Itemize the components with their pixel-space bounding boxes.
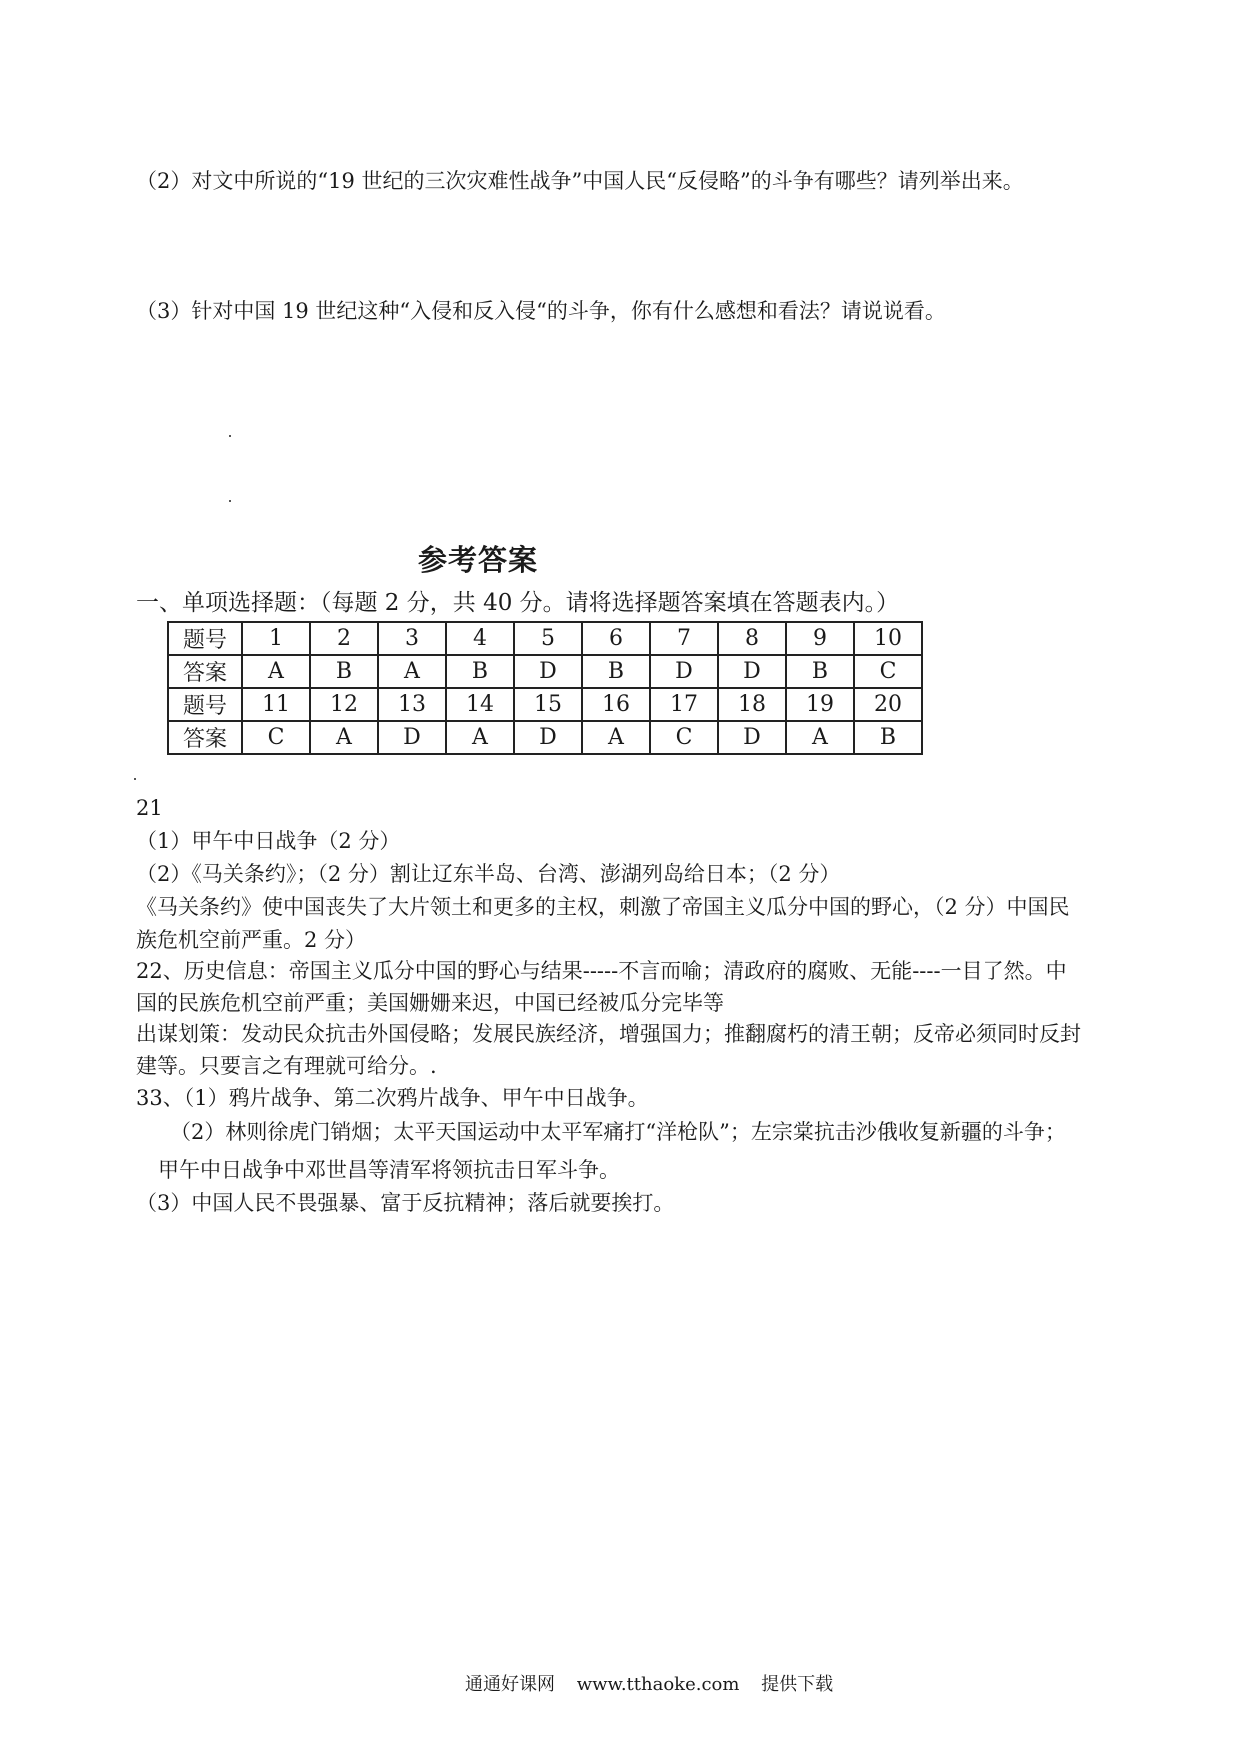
question-3: （3）针对中国 19 世纪这种“入侵和反入侵“的斗争，你有什么感想和看法？请说说看。 (136, 299, 946, 323)
answer-table-row-head: 题号 (168, 688, 242, 721)
answer-table-cell: 3 (378, 622, 446, 655)
answer-line: 《马关条约》使中国丧失了大片领土和更多的主权，刺激了帝国主义瓜分中国的野心，（2 分）中国民 (136, 895, 1070, 919)
answer-table-cell: A (582, 721, 650, 754)
footer (465, 1670, 833, 1696)
answer-line: 甲午中日战争中邓世昌等清军将领抗击日军斗争。 (158, 1158, 620, 1182)
answer-line: 22、历史信息：帝国主义瓜分中国的野心与结果-----不言而喻；清政府的腐败、无能----一目了然。中 (136, 959, 1067, 983)
answer-table-cell: 14 (446, 688, 514, 721)
answer-table-cell: D (514, 655, 582, 688)
answer-table-row (168, 622, 922, 655)
answer-table-cell: C (854, 655, 922, 688)
answer-table-cell: 6 (582, 622, 650, 655)
answer-key-title: 参考答案 (418, 543, 539, 577)
answer-line: 建等。只要言之有理就可给分。. (136, 1054, 437, 1078)
answer-line: （3）中国人民不畏强暴、富于反抗精神；落后就要挨打。 (136, 1191, 675, 1215)
answer-table-cell: 11 (242, 688, 310, 721)
stray-dot (229, 435, 231, 437)
answer-table-cell: D (718, 721, 786, 754)
footer-suffix: 提供下载 (761, 1674, 834, 1695)
question-2: （2）对文中所说的“19 世纪的三次灾难性战争”中国人民“反侵略”的斗争有哪些？请列举出来。 (136, 169, 1024, 193)
answer-table-cell: 1 (242, 622, 310, 655)
answer-table-row (168, 688, 922, 721)
footer-site-name: 通通好课网 (465, 1674, 555, 1695)
answer-table-cell: B (854, 721, 922, 754)
section-heading: 一、单项选择题：（每题 2 分，共 40 分。请将选择题答案填在答题表内。） (136, 590, 900, 616)
answer-table-cell: 10 (854, 622, 922, 655)
answer-line: 族危机空前严重。2 分） (136, 928, 367, 952)
answer-table-cell: A (310, 721, 378, 754)
answer-table-cell: D (378, 721, 446, 754)
stray-dot (229, 500, 231, 502)
answer-table-cell: B (310, 655, 378, 688)
answer-table-cell: 20 (854, 688, 922, 721)
stray-dot (134, 778, 136, 780)
answer-table-row (168, 655, 922, 688)
footer-url: www.tthaoke.com (576, 1674, 740, 1695)
answer-line: （2）林则徐虎门销烟；太平天国运动中太平军痛打“洋枪队”；左宗棠抗击沙俄收复新疆的斗争； (170, 1120, 1066, 1144)
answer-line: （1）甲午中日战争（2 分） (136, 829, 401, 853)
answer-table-row-head: 题号 (168, 622, 242, 655)
answer-table-cell: B (446, 655, 514, 688)
answer-table-cell: 12 (310, 688, 378, 721)
answer-table-cell: A (378, 655, 446, 688)
answer-line: 21 (136, 796, 163, 820)
answer-table-cell: A (446, 721, 514, 754)
answer-table-cell: C (650, 721, 718, 754)
answer-table-cell: D (650, 655, 718, 688)
answer-table-cell: 19 (786, 688, 854, 721)
answer-table-cell: 2 (310, 622, 378, 655)
answer-table-cell: B (582, 655, 650, 688)
answer-line: （2）《马关条约》；（2 分）割让辽东半岛、台湾、澎湖列岛给日本；（2 分） (136, 862, 841, 886)
answer-table-cell: 13 (378, 688, 446, 721)
answer-table-cell: D (718, 655, 786, 688)
answer-table-cell: A (786, 721, 854, 754)
answer-table-cell: B (786, 655, 854, 688)
answer-table-cell: 4 (446, 622, 514, 655)
answer-table-cell: D (514, 721, 582, 754)
answer-table-cell: 16 (582, 688, 650, 721)
answer-table-cell: 5 (514, 622, 582, 655)
answer-table (167, 621, 923, 755)
answer-line: 33、（1）鸦片战争、第二次鸦片战争、甲午中日战争。 (136, 1086, 649, 1110)
answer-table-cell: 9 (786, 622, 854, 655)
answer-table-row-head: 答案 (168, 721, 242, 754)
answer-table-cell: A (242, 655, 310, 688)
answer-line: 出谋划策：发动民众抗击外国侵略；发展民族经济，增强国力；推翻腐朽的清王朝；反帝必须同时反封 (136, 1022, 1081, 1046)
answer-table-cell: C (242, 721, 310, 754)
answer-table-row-head: 答案 (168, 655, 242, 688)
answer-table-row (168, 721, 922, 754)
answer-table-cell: 8 (718, 622, 786, 655)
answer-table-cell: 7 (650, 622, 718, 655)
answer-table-cell: 17 (650, 688, 718, 721)
answer-line: 国的民族危机空前严重；美国姗姗来迟，中国已经被瓜分完毕等 (136, 991, 724, 1015)
answer-table-cell: 15 (514, 688, 582, 721)
answer-table-cell: 18 (718, 688, 786, 721)
